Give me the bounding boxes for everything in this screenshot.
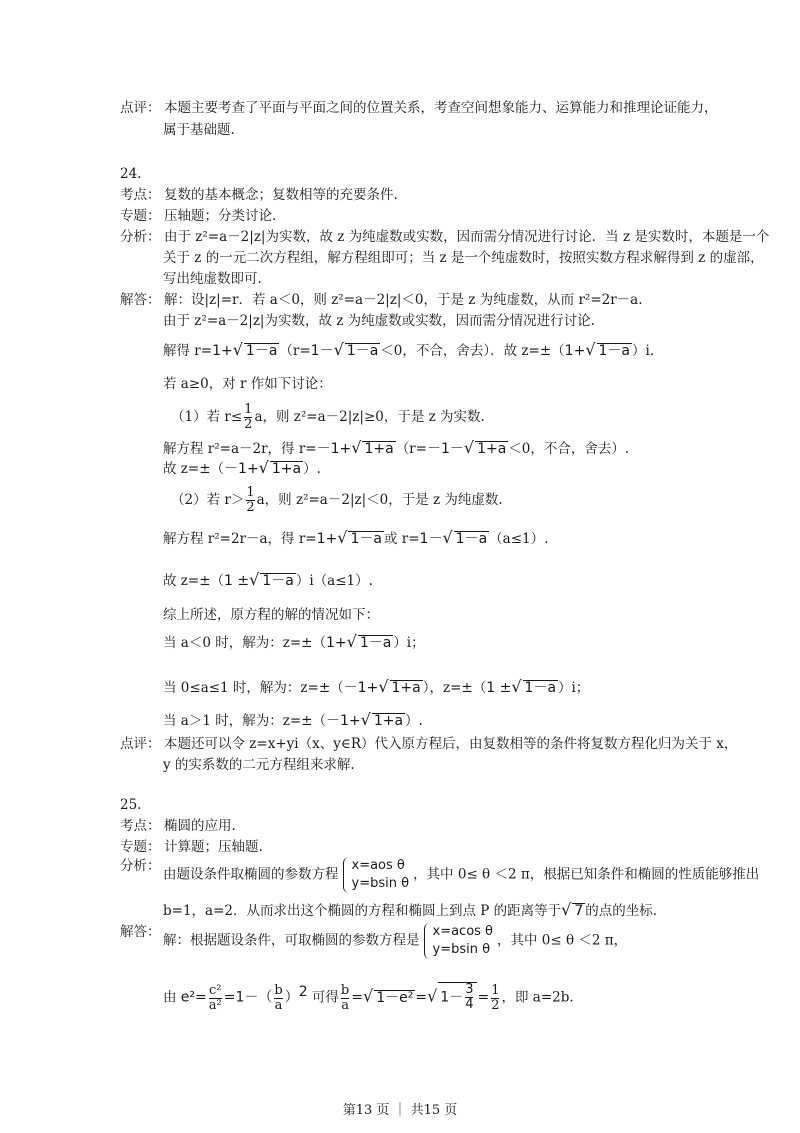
sqrt-icon: √ [333,340,344,359]
sqrt-icon: √ [427,986,438,1006]
math-term: = [351,989,363,1006]
label-dianping: 点评： [120,736,161,752]
math-term: －1+ [325,713,361,729]
text: ）i； [558,680,590,696]
sqrt-icon: √ [442,528,453,547]
s23-comment-line2: 属于基础题. [163,122,235,138]
exponent: 2 [298,984,308,1000]
math-term: 1－ [440,989,464,1006]
s24-jieda-line3 [163,341,654,360]
sqrt-icon: √ [249,570,260,589]
radicand: 1+a [373,713,404,729]
s24-jieda-line1 [120,291,643,309]
label-zhuanti: 专题： [120,839,161,855]
s24-case1 [171,403,485,432]
denominator: 2 [246,500,255,515]
numerator: 1 [246,485,255,500]
s24-case2 [171,486,503,515]
s25-zhuanti [120,838,263,856]
label-fenxi: 分析： [120,229,161,245]
text: 可得 [311,989,339,1006]
text: b=1，a=2．从而求出这个椭圆的方程和椭圆上到点 P 的距离等于 [163,903,562,919]
radicand: 1－a [346,343,379,359]
s24-jieda-line2: 由于 z²=a－2|z|为实数，故 z 为纯虚数或实数，因而需分情况进行讨论. [163,313,595,329]
text: a，则 z²=a－2|z|＜0，于是 z 为纯虚数. [256,492,503,508]
denominator: a [274,997,283,1013]
math-term: 1+ [564,343,586,359]
denominator: 2 [244,417,253,432]
math-term: 1 ± [486,680,512,696]
text: ），z=±（ [422,680,487,696]
sqrt-icon: √ [585,340,596,359]
text: 由题设条件取椭圆的参数方程 [163,866,339,883]
text: ）i（a≤1）. [295,573,373,589]
problem-number-24: 24. [120,166,142,182]
radicand: 1－a [598,343,631,359]
text: 椭圆的应用. [164,818,236,834]
s25-fenxi-line2 [163,901,657,920]
s24-jieda-line12 [163,633,425,652]
text: 本题还可以令 z=x+yi（x、y∈R）代入原方程后，由复数相等的条件将复数方程化归为关于 x， [164,736,738,752]
s25-jieda-line2 [163,982,574,1013]
numerator: 1 [491,982,500,998]
radicand: 1+a [391,680,421,696]
fraction-half [246,486,254,515]
param-equation-system [424,923,494,959]
math-term: －1+ [343,680,379,696]
text: 故 z=±（ [163,573,225,589]
text: ）. [405,713,423,729]
s24-jieda-line14 [163,711,423,730]
text: ，其中 0≤ θ ＜2 π，根据已知条件和椭圆的性质能够推出 [413,866,760,883]
s24-fenxi-line2: 关于 z 的一元二次方程组，解方程组即可；当 z 是一个纯虚数时，按照实数方程求解得到 z 的虚部， [163,250,764,266]
label-dianping: 点评： [120,100,161,116]
sqrt-icon: √ [511,677,522,696]
s23-comment-line1 [120,99,718,117]
denominator: 4 [465,997,474,1012]
s24-jieda-line6 [163,439,629,458]
text: 本题主要考查了平面与平面之间的位置关系，考查空间想象能力、运算能力和推理论证能力， [164,100,718,116]
s24-dianping-line2: y 的实系数的二元方程组来求解. [163,757,355,773]
param-equation-system [343,857,410,893]
radicand: 1－a [524,680,557,696]
fraction-c2-a2 [209,984,222,1013]
s24-jieda-line10 [163,571,373,590]
text: ）i； [393,635,425,651]
problem-number-25: 25. [120,797,142,813]
text: ＜0，不合，舍去）．故 z=±（ [380,343,565,359]
math-term: －1－ [426,441,464,457]
math-term: 1－ [310,343,334,359]
text: 解方程 r²=a－2r，得 r= [163,441,317,457]
s25-jieda-label: 解答： [120,924,161,940]
text: ）. [303,461,321,477]
text: a，则 z²=a－2|z|≥0，于是 z 为实数. [254,409,485,425]
s24-dianping-line1 [120,735,737,753]
math-term: －1+ [224,461,259,477]
text: （2）若 r＞ [171,492,245,508]
math-term: 1+ [316,531,338,547]
math-term: = [415,989,428,1006]
denominator: 2 [491,997,500,1013]
radicand: 7 [574,903,584,919]
text: 故 z=±（ [163,461,225,477]
fraction-b-a [274,984,282,1013]
text: （1）若 r≤ [171,409,243,425]
radicand: 1－a [455,531,488,547]
fraction-b-a [341,984,349,1013]
radicand: 1－e² [376,989,414,1006]
text: 由于 z²=a－2|z|为实数，故 z 为纯虚数或实数，因而需分情况进行讨论．当 z 是实数时，本题是一个 [164,229,770,245]
text: ）i. [632,343,655,359]
text: 压轴题；分类讨论. [164,208,277,224]
radicand: 1－a [245,343,278,359]
sqrt-icon: √ [362,986,374,1006]
radicand: 1+a [364,441,394,457]
radicand-frac [438,982,477,1012]
denominator: a [341,997,349,1013]
math-term: ） [284,989,299,1006]
math-term: 1 ± [224,573,250,589]
text: 或 r= [383,531,420,547]
sqrt-icon: √ [378,677,389,696]
s24-fenxi-line1 [120,228,769,246]
text: 当 a＜0 时，解为：z=±（ [163,635,326,651]
s24-jieda-line7 [163,459,321,478]
equation-y: y=bsin θ [432,942,491,957]
s24-fenxi-line3: 写出纯虚数即可. [163,271,262,287]
sqrt-icon: √ [463,438,475,457]
sqrt-icon: √ [232,340,243,359]
s24-kaodian [120,186,398,204]
s24-jieda-line13 [163,678,589,697]
sqrt-icon: √ [360,710,371,729]
sqrt-icon: √ [337,528,348,547]
numerator: 3 [465,982,474,997]
math-term: 1－ [419,531,443,547]
s24-jieda-line9 [163,529,548,548]
numerator: b [274,982,283,998]
equation-y: y=bsin θ [351,876,410,891]
text: 计算题；压轴题. [164,839,263,855]
denominator: a² [208,997,222,1013]
radicand: 1－a [262,573,294,589]
label-zhuanti: 专题： [120,208,161,224]
text: （a≤1）. [489,531,549,547]
text: 的点的坐标. [585,903,658,919]
fraction-half [244,403,252,432]
math-term: e²= [180,989,207,1006]
sqrt-icon: √ [258,458,269,477]
numerator: 1 [244,402,253,417]
math-term: = [477,989,490,1006]
math-term: 1+ [212,343,233,359]
radicand: 1+a [477,441,507,457]
text: 解方程 r²=2r－a，得 r= [163,531,317,547]
fraction-3-4 [465,983,473,1012]
text: （r= [395,441,427,457]
fraction-1-2 [491,984,499,1013]
text: 由 [163,989,177,1006]
radicand: 1－a [359,635,392,651]
sqrt-icon: √ [561,900,572,919]
math-term: －1+ [316,441,352,457]
s25-fenxi-label: 分析： [120,858,161,874]
radicand: 1+a [271,461,302,477]
s24-zhuanti [120,207,276,225]
sqrt-icon: √ [351,438,362,457]
text: ，其中 0≤ θ ＜2 π， [497,932,628,949]
text: 当 a＞1 时，解为：z=±（ [163,713,326,729]
s24-jieda-line4: 若 a≥0，对 r 作如下讨论： [163,376,332,392]
s25-jieda-line1 [163,923,627,959]
text: 当 0≤a≤1 时，解为：z=±（ [163,680,344,696]
label-kaodian: 考点： [120,187,161,203]
label-jieda: 解答： [120,292,161,308]
text: ＜0，不合，舍去）. [508,441,630,457]
s25-kaodian [120,817,236,835]
numerator: b [340,982,350,998]
equation-x: x=aos θ [351,858,405,873]
text: 解得 r= [163,343,213,359]
page-footer: 第13 页 ｜ 共15 页 [342,1103,458,1118]
equation-x: x=acos θ [432,924,494,939]
text: 解：设|z|=r．若 a＜0，则 z²=a－2|z|＜0，于是 z 为纯虚数，从而 r²=2r－a. [164,292,643,308]
numerator: c² [209,982,222,998]
radicand: 1－a [350,531,382,547]
s25-fenxi-line1 [163,857,759,893]
text: 复数的基本概念；复数相等的充要条件. [164,187,398,203]
s24-jieda-line11: 综上所述，原方程的解的情况如下： [163,607,379,623]
label-kaodian: 考点： [120,818,161,834]
text: ，即 a=2b. [501,989,574,1006]
math-term: =1－（ [223,989,273,1006]
sqrt-icon: √ [346,632,357,651]
math-term: 1+ [325,635,347,651]
text: （r= [279,343,311,359]
text: 解：根据题设条件，可取椭圆的参数方程是 [163,932,420,949]
